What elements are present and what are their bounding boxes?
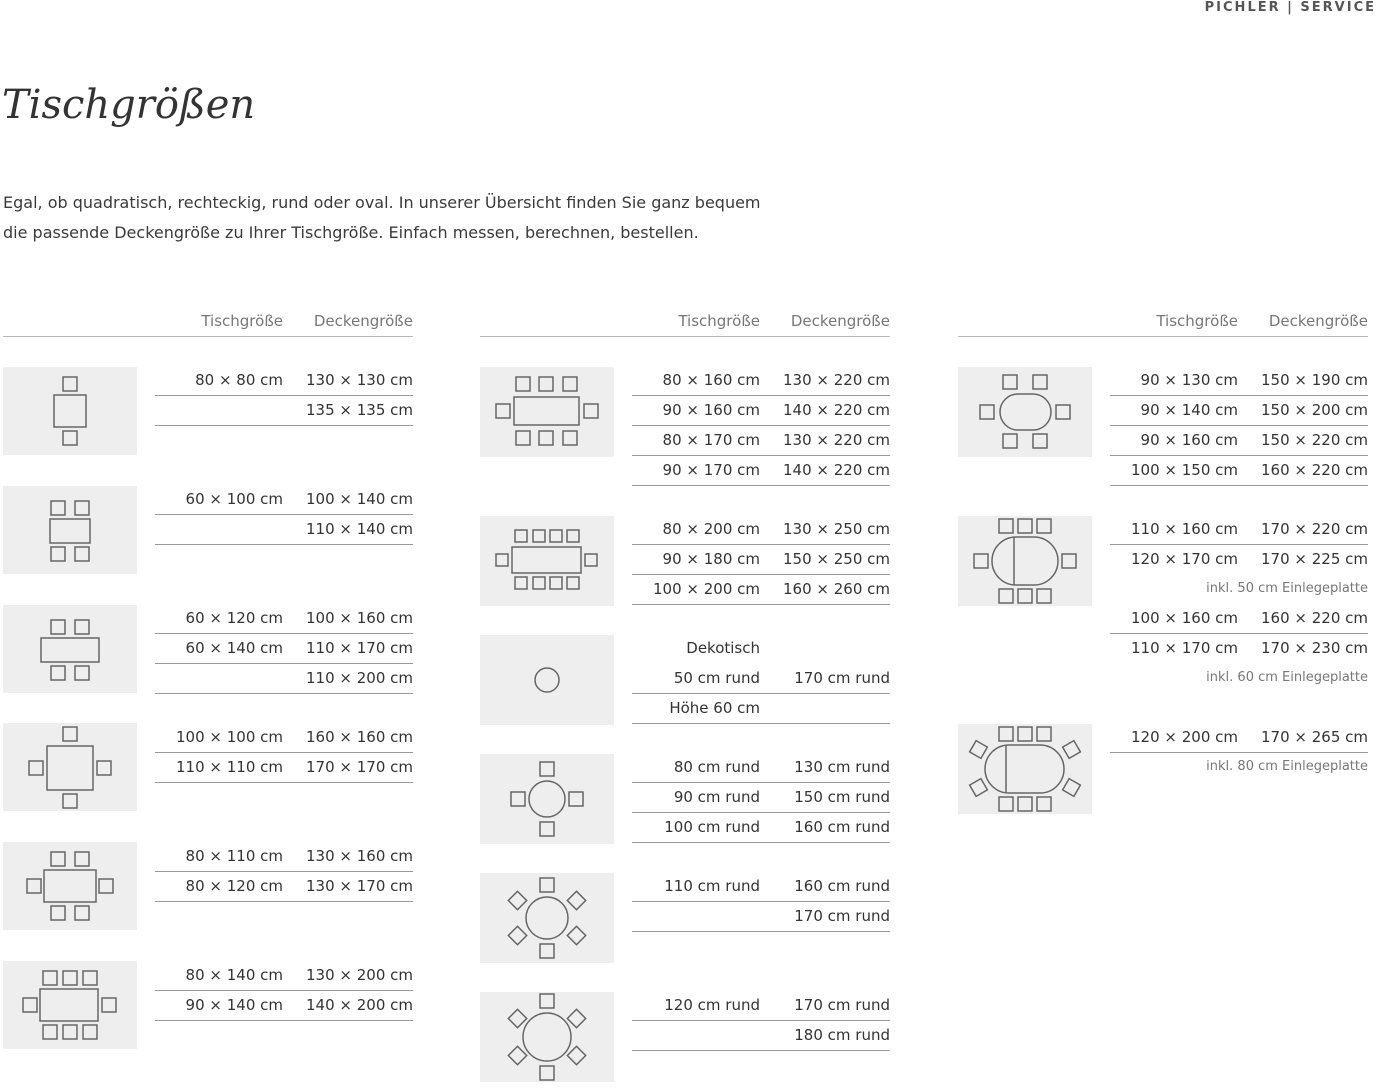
- size-row: 100 × 200 cm 160 × 260 cm: [632, 575, 890, 605]
- size-row: 80 × 160 cm 130 × 220 cm: [632, 366, 890, 396]
- brand-header: PICHLER | SERVICE: [1204, 0, 1376, 15]
- round-table-4-seats-icon: [480, 754, 614, 844]
- size-row: 80 cm rund 130 cm rund: [632, 753, 890, 783]
- table-size-column-1: [3, 310, 413, 1014]
- table-size-heading: Tischgröße: [201, 312, 283, 330]
- table-size-heading: Tischgröße: [1156, 312, 1238, 330]
- page-title: Tischgrößen: [2, 82, 256, 128]
- rect-table-8-seats-icon: [3, 961, 137, 1049]
- column-header: [958, 310, 1368, 337]
- oval-extendable-table-8-seats-icon: [958, 516, 1092, 606]
- size-row: 80 × 80 cm 130 × 130 cm: [155, 366, 413, 396]
- size-row: 80 × 110 cm 130 × 160 cm: [155, 842, 413, 872]
- size-row: 100 × 160 cm 160 × 220 cm: [1110, 604, 1368, 634]
- square-table-4-seats-icon: [3, 723, 137, 811]
- size-row: 80 × 170 cm 130 × 220 cm: [632, 426, 890, 456]
- size-row: 90 × 170 cm 140 × 220 cm: [632, 456, 890, 486]
- insert-note-row: inkl. 50 cm Einlegeplatte: [1206, 581, 1368, 596]
- size-row: 100 × 100 cm 160 × 160 cm: [155, 723, 413, 753]
- size-row: Dekotisch: [686, 639, 760, 657]
- size-row: 110 × 200 cm: [155, 664, 413, 694]
- rect-table-4-seats-long-icon: [3, 605, 137, 693]
- intro-text: [3, 188, 761, 248]
- table-size-column-3: [958, 310, 1368, 774]
- size-row: 60 × 100 cm 100 × 140 cm: [155, 485, 413, 515]
- column-header: [480, 310, 890, 337]
- oval-table-6-seats-icon: [958, 367, 1092, 457]
- column-header: [3, 310, 413, 337]
- round-table-8-seats-icon: [480, 992, 614, 1082]
- size-row: 50 cm rund 170 cm rund: [632, 664, 890, 694]
- intro-line: die passende Deckengröße zu Ihrer Tischgröße. Einfach messen, berechnen, bestellen.: [3, 223, 699, 242]
- insert-note-row: inkl. 60 cm Einlegeplatte: [1206, 670, 1368, 685]
- size-row: 80 × 120 cm 130 × 170 cm: [155, 872, 413, 902]
- round-deco-table-icon: [480, 635, 614, 725]
- size-row: 90 × 140 cm 140 × 200 cm: [155, 991, 413, 1021]
- size-row: 100 × 150 cm 160 × 220 cm: [1110, 456, 1368, 486]
- intro-line: Egal, ob quadratisch, rechteckig, rund oder oval. In unserer Übersicht finden Sie ganz bequem: [3, 193, 761, 212]
- size-row: 90 × 180 cm 150 × 250 cm: [632, 545, 890, 575]
- rect-table-6-seats-icon: [3, 842, 137, 930]
- size-row: 110 cm rund 160 cm rund: [632, 872, 890, 902]
- size-row: 80 × 200 cm 130 × 250 cm: [632, 515, 890, 545]
- cloth-size-heading: Deckengröße: [313, 312, 413, 330]
- size-row: 90 × 160 cm 140 × 220 cm: [632, 396, 890, 426]
- size-row: 120 × 170 cm 170 × 225 cm: [1131, 550, 1368, 568]
- table-size-column-2: [480, 310, 890, 1044]
- size-row: 90 cm rund 150 cm rund: [632, 783, 890, 813]
- size-row: 60 × 140 cm 110 × 170 cm: [155, 634, 413, 664]
- size-row: 110 × 170 cm 170 × 230 cm: [1131, 639, 1368, 657]
- size-row: 90 × 160 cm 150 × 220 cm: [1110, 426, 1368, 456]
- size-row: 110 × 110 cm 170 × 170 cm: [155, 753, 413, 783]
- size-row: 90 × 140 cm 150 × 200 cm: [1110, 396, 1368, 426]
- insert-note-row: inkl. 80 cm Einlegeplatte: [1206, 759, 1368, 774]
- size-row: Höhe 60 cm: [632, 694, 890, 724]
- round-table-6-seats-icon: [480, 873, 614, 963]
- size-row: 110 × 140 cm: [155, 515, 413, 545]
- size-row: 135 × 135 cm: [155, 396, 413, 426]
- cloth-size-heading: Deckengröße: [1268, 312, 1368, 330]
- rect-table-10-seats-icon: [480, 516, 614, 606]
- size-row: 110 × 160 cm 170 × 220 cm: [1110, 515, 1368, 545]
- square-table-2-seats-icon: [3, 367, 137, 455]
- cloth-size-heading: Deckengröße: [790, 312, 890, 330]
- size-row: 60 × 120 cm 100 × 160 cm: [155, 604, 413, 634]
- oval-extendable-table-10-seats-icon: [958, 724, 1092, 814]
- size-row: 120 cm rund 170 cm rund: [632, 991, 890, 1021]
- size-row: 170 cm rund: [632, 902, 890, 932]
- rect-table-8-seats-wide-icon: [480, 367, 614, 457]
- size-row: 120 × 200 cm 170 × 265 cm: [1110, 723, 1368, 753]
- size-row: 180 cm rund: [632, 1021, 890, 1051]
- table-size-heading: Tischgröße: [678, 312, 760, 330]
- size-row: 90 × 130 cm 150 × 190 cm: [1110, 366, 1368, 396]
- size-row: 80 × 140 cm 130 × 200 cm: [155, 961, 413, 991]
- rect-table-4-seats-icon: [3, 486, 137, 574]
- size-row: 100 cm rund 160 cm rund: [632, 813, 890, 843]
